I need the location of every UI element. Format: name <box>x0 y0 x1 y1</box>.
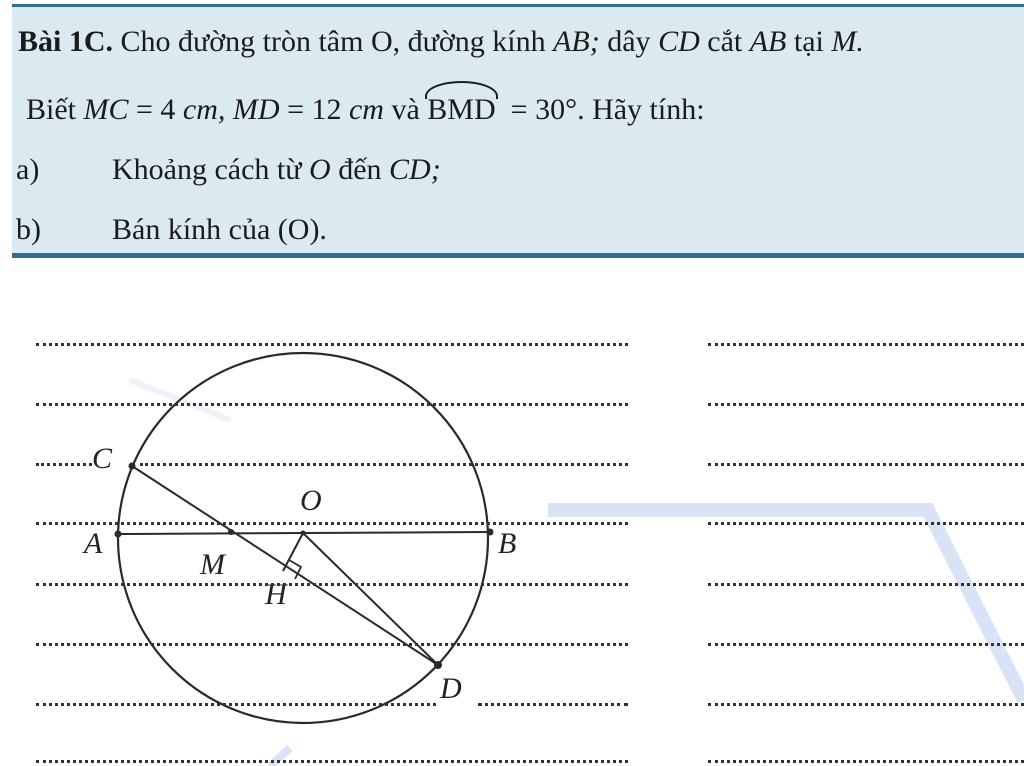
item-a-letter: a) <box>16 153 40 186</box>
dotted-line <box>708 463 1024 466</box>
point-M <box>228 529 234 535</box>
dotted-line <box>36 643 628 646</box>
point-D <box>434 661 442 669</box>
point-O <box>301 531 306 536</box>
watermark-shape-bottom <box>270 748 290 766</box>
dotted-line <box>36 583 628 586</box>
problem-box <box>12 4 1024 258</box>
label-D: D <box>440 672 462 705</box>
dotted-line <box>708 522 1024 525</box>
problem-line-2: Biết MC = 4 cm, MD = 12 cm và BMD = 30°. Hãy tính: <box>26 93 705 126</box>
watermark-shape <box>548 510 1024 700</box>
dotted-line <box>36 463 92 466</box>
dotted-line <box>36 522 628 525</box>
dotted-line <box>36 343 628 346</box>
angle-BMD: BMD <box>427 93 496 126</box>
dotted-line <box>36 403 628 406</box>
label-A: A <box>84 527 103 560</box>
dotted-line <box>478 703 628 706</box>
label-H: H <box>265 578 287 611</box>
segment-OH <box>283 533 303 571</box>
dotted-line <box>708 760 1024 763</box>
dotted-line <box>708 703 1024 706</box>
dotted-line <box>708 583 1024 586</box>
problem-title: Bài 1C. <box>18 25 114 58</box>
circle-O <box>118 353 488 723</box>
problem-line-1: Bài 1C. Cho đường tròn tâm O, đường kính AB; dây CD cắt AB tại M. <box>18 25 864 58</box>
label-B: B <box>498 527 517 560</box>
dotted-line <box>708 643 1024 646</box>
item-b-text: Bán kính của (O). <box>112 213 327 246</box>
dotted-line <box>708 343 1024 346</box>
dotted-line <box>708 403 1024 406</box>
label-M: M <box>200 548 225 581</box>
point-B <box>487 529 494 536</box>
dotted-line <box>36 760 628 763</box>
item-a-text: Khoảng cách từ O đến CD; <box>112 153 441 186</box>
label-C: C <box>92 442 113 475</box>
point-C <box>129 463 136 470</box>
label-O: O <box>300 484 322 517</box>
dotted-line <box>36 703 436 706</box>
dotted-line <box>140 463 628 466</box>
item-b-letter: b) <box>16 213 41 246</box>
point-A <box>115 531 122 538</box>
